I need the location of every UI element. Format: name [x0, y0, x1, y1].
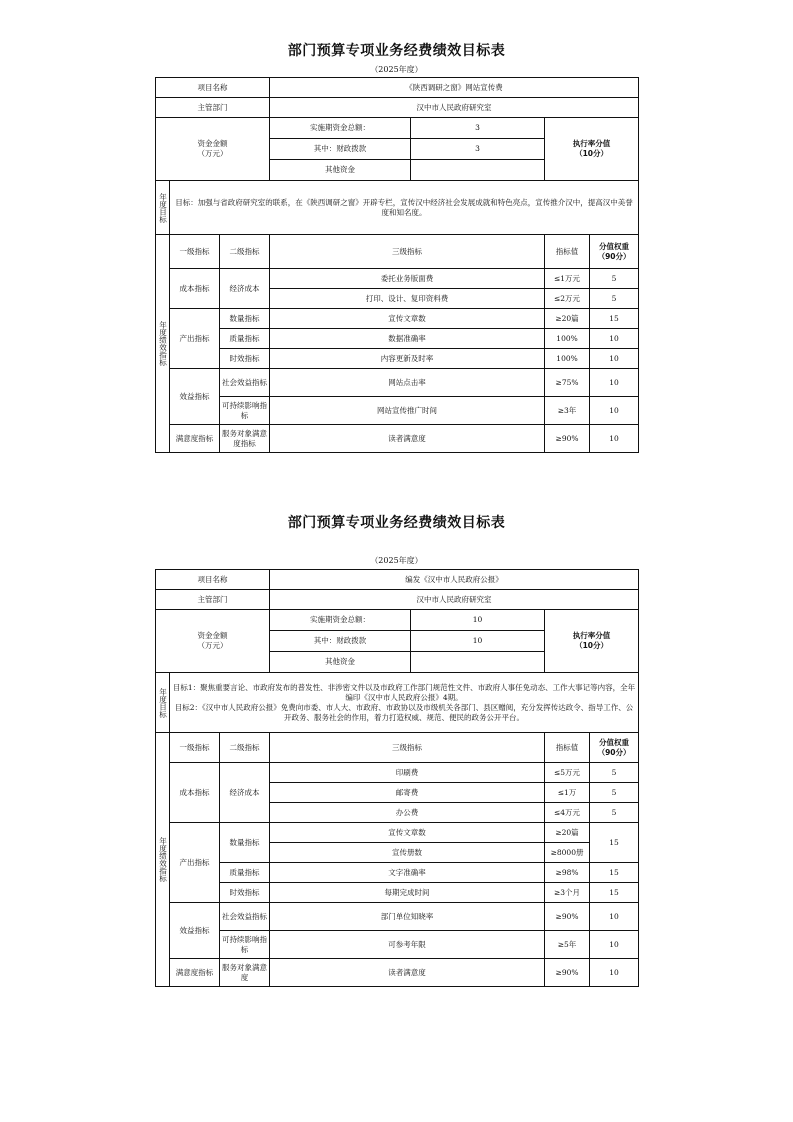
- output-indicator: 产出指标: [170, 823, 220, 903]
- form-title: 部门预算专项业务经费绩效目标表: [287, 515, 506, 531]
- cost-indicator: 成本指标: [170, 763, 220, 823]
- indicator-weight: 10: [590, 931, 639, 959]
- funds-fiscal-label: 其中：财政拨款: [270, 631, 411, 651]
- indicator-value: ≥3个月: [545, 883, 590, 903]
- table-row: [156, 369, 639, 397]
- dept-name: 汉中市人民政府研究室: [270, 590, 639, 610]
- dept-label: 主管部门: [156, 98, 270, 118]
- exec-rate-label: 执行率分值 （10分）: [545, 610, 639, 673]
- indicator-weight: 5: [590, 803, 639, 823]
- satisfaction-indicator: 满意度指标: [170, 425, 220, 453]
- indicator-weight: 5: [590, 269, 639, 289]
- indicator-weight: 15: [590, 883, 639, 903]
- header-l2: 二级指标: [220, 235, 270, 269]
- indicator-l3: 读者满意度: [270, 959, 545, 987]
- indicator-weight: 5: [590, 763, 639, 783]
- indicator-weight: 10: [590, 349, 639, 369]
- project-name: 编发《汉中市人民政府公报》: [270, 570, 639, 590]
- benefit-indicator: 效益指标: [170, 369, 220, 425]
- indicator-l3: 宣传文章数: [270, 309, 545, 329]
- indicator-weight: 5: [590, 289, 639, 309]
- indicator-value: ≥5年: [545, 931, 590, 959]
- econ-cost: 经济成本: [220, 269, 270, 309]
- indicator-weight: 15: [590, 863, 639, 883]
- table-row: [156, 397, 639, 425]
- indicator-l2: 可持续影响指标: [220, 931, 270, 959]
- indicator-weight: 10: [590, 959, 639, 987]
- indicator-l3: 宣传文章数: [270, 823, 545, 843]
- indicator-value: 100%: [545, 329, 590, 349]
- indicator-value: ≤2万元: [545, 289, 590, 309]
- indicator-value: ≥20篇: [545, 823, 590, 843]
- indicator-l3: 宣传册数: [270, 843, 545, 863]
- indicator-l3: 打印、设计、复印资料费: [270, 289, 545, 309]
- dept-name: 汉中市人民政府研究室: [270, 98, 639, 118]
- table-row: [156, 329, 639, 349]
- project-name-label: 项目名称: [156, 570, 270, 590]
- funds-total-label: 实施期资金总额：: [270, 610, 411, 630]
- exec-rate-label: 执行率分值 （10分）: [545, 118, 639, 181]
- indicator-value: ≥75%: [545, 369, 590, 397]
- indicator-l2: 数量指标: [220, 309, 270, 329]
- table-row: [156, 309, 639, 329]
- indicator-weight: 10: [590, 425, 639, 453]
- econ-cost: 经济成本: [220, 763, 270, 823]
- table-row: [156, 903, 639, 931]
- funds-fiscal-value: 3: [475, 144, 480, 153]
- header-weight: 分值权重 （90分）: [590, 733, 639, 763]
- dept-label: 主管部门: [156, 590, 270, 610]
- funds-total-value: 10: [472, 615, 483, 624]
- table-row: [156, 863, 639, 883]
- cost-indicator: 成本指标: [170, 269, 220, 309]
- indicator-l3: 印刷费: [270, 763, 545, 783]
- goal-text: 目标：加强与省政府研究室的联系，在《陕西调研之窗》开辟专栏，宣传汉中经济社会发展成就和特色亮点，宣传推介汉中，提高汉中美誉度和知名度。: [170, 181, 639, 235]
- indicator-l2: 社会效益指标: [220, 369, 270, 397]
- project-name-label: 项目名称: [156, 78, 270, 98]
- funds-fiscal-label: 其中：财政拨款: [270, 139, 411, 159]
- funds-other-label: 其他资金: [270, 652, 411, 672]
- indicator-weight: 10: [590, 397, 639, 425]
- indicator-weight: 15: [590, 823, 639, 863]
- indicator-l3: 数据准确率: [270, 329, 545, 349]
- table-row: [156, 883, 639, 903]
- goal-side-label: 年度目标: [156, 181, 170, 235]
- header-weight: 分值权重 （90分）: [590, 235, 639, 269]
- output-indicator: 产出指标: [170, 309, 220, 369]
- indicator-l3: 办公费: [270, 803, 545, 823]
- header-value: 指标值: [545, 235, 590, 269]
- indicator-weight: 10: [590, 903, 639, 931]
- indicator-l3: 委托业务版面费: [270, 269, 545, 289]
- benefit-indicator: 效益指标: [170, 903, 220, 959]
- indicator-l2: 时效指标: [220, 883, 270, 903]
- header-l3: 三级指标: [270, 235, 545, 269]
- table-row: [156, 959, 639, 987]
- header-l2: 二级指标: [220, 733, 270, 763]
- indicator-value: 100%: [545, 349, 590, 369]
- indicator-value: ≥3年: [545, 397, 590, 425]
- table-row: [156, 823, 639, 843]
- header-value: 指标值: [545, 733, 590, 763]
- indicator-l2: 质量指标: [220, 329, 270, 349]
- indicator-weight: 5: [590, 783, 639, 803]
- perf-side-label: 年度绩效指标: [156, 733, 170, 987]
- form-title: 部门预算专项业务经费绩效目标表: [287, 43, 506, 59]
- table-row: [156, 349, 639, 369]
- indicator-l3: 可参考年限: [270, 931, 545, 959]
- performance-table: [155, 77, 639, 453]
- goal-side-label: 年度目标: [156, 673, 170, 733]
- indicator-value: ≤5万元: [545, 763, 590, 783]
- indicator-l3: 文字准确率: [270, 863, 545, 883]
- funds-fiscal-row: [270, 139, 545, 160]
- indicator-l2: 质量指标: [220, 863, 270, 883]
- indicator-value: ≥90%: [545, 425, 590, 453]
- indicator-value: ≥98%: [545, 863, 590, 883]
- performance-table: [155, 569, 639, 987]
- indicator-l2: 时效指标: [220, 349, 270, 369]
- indicator-value: ≤1万: [545, 783, 590, 803]
- header-l1: 一级指标: [170, 733, 220, 763]
- funds-other-label: 其他资金: [270, 160, 411, 180]
- table-row: [156, 763, 639, 783]
- funds-total-label: 实施期资金总额：: [270, 118, 411, 138]
- indicator-weight: 10: [590, 329, 639, 349]
- indicator-l2: 社会效益指标: [220, 903, 270, 931]
- indicator-l3: 每期完成时间: [270, 883, 545, 903]
- funds-label: 资金金额 （万元）: [156, 610, 270, 673]
- form-year: （2025年度）: [370, 556, 423, 565]
- form-year: （2025年度）: [370, 65, 423, 74]
- indicator-value: ≥8000册: [545, 843, 590, 863]
- indicator-l2: 服务对象满意度指标: [220, 425, 270, 453]
- header-l3: 三级指标: [270, 733, 545, 763]
- project-name: 《陕西调研之窗》网站宣传费: [270, 78, 639, 98]
- indicator-value: ≥90%: [545, 959, 590, 987]
- funds-fiscal-value: 10: [472, 636, 483, 645]
- perf-side-label: 年度绩效指标: [156, 235, 170, 453]
- funds-other-row: [270, 160, 545, 181]
- indicator-l2: 可持续影响指标: [220, 397, 270, 425]
- funds-total-row: [270, 118, 545, 139]
- indicator-value: ≤4万元: [545, 803, 590, 823]
- indicator-l2: 服务对象满意度: [220, 959, 270, 987]
- indicator-l3: 内容更新及时率: [270, 349, 545, 369]
- funds-total-row: [270, 610, 545, 631]
- indicator-value: ≤1万元: [545, 269, 590, 289]
- indicator-weight: 15: [590, 309, 639, 329]
- funds-fiscal-row: [270, 631, 545, 652]
- indicator-l3: 部门单位知晓率: [270, 903, 545, 931]
- header-l1: 一级指标: [170, 235, 220, 269]
- goal-text: 目标1：聚焦重要言论、市政府发布的普发性、非涉密文件以及市政府工作部门规范性文件、市政府人事任免动态、工作大事记等内容，全年编印《汉中市人民政府公报》4期。 目标2：《汉中市人民政府公报》免费向市委、市人大、市政府、市政协以及市级机关各部门、县区赠阅，充分发挥传达政令、指导工作、公开政务、服务社会的作用，着力打造权威、规范、便民的政务公开平台。: [170, 673, 639, 733]
- qty-indicator: 数量指标: [220, 823, 270, 863]
- indicator-value: ≥20篇: [545, 309, 590, 329]
- indicator-l3: 读者满意度: [270, 425, 545, 453]
- table-row: [156, 269, 639, 289]
- indicator-weight: 10: [590, 369, 639, 397]
- table-row: [156, 425, 639, 453]
- indicator-l3: 网站点击率: [270, 369, 545, 397]
- satisfaction-indicator: 满意度指标: [170, 959, 220, 987]
- indicator-l3: 邮寄费: [270, 783, 545, 803]
- indicator-l3: 网站宣传推广时间: [270, 397, 545, 425]
- funds-total-value: 3: [475, 123, 480, 132]
- indicator-value: ≥90%: [545, 903, 590, 931]
- funds-other-row: [270, 652, 545, 673]
- funds-label: 资金金额 （万元）: [156, 118, 270, 181]
- table-row: [156, 931, 639, 959]
